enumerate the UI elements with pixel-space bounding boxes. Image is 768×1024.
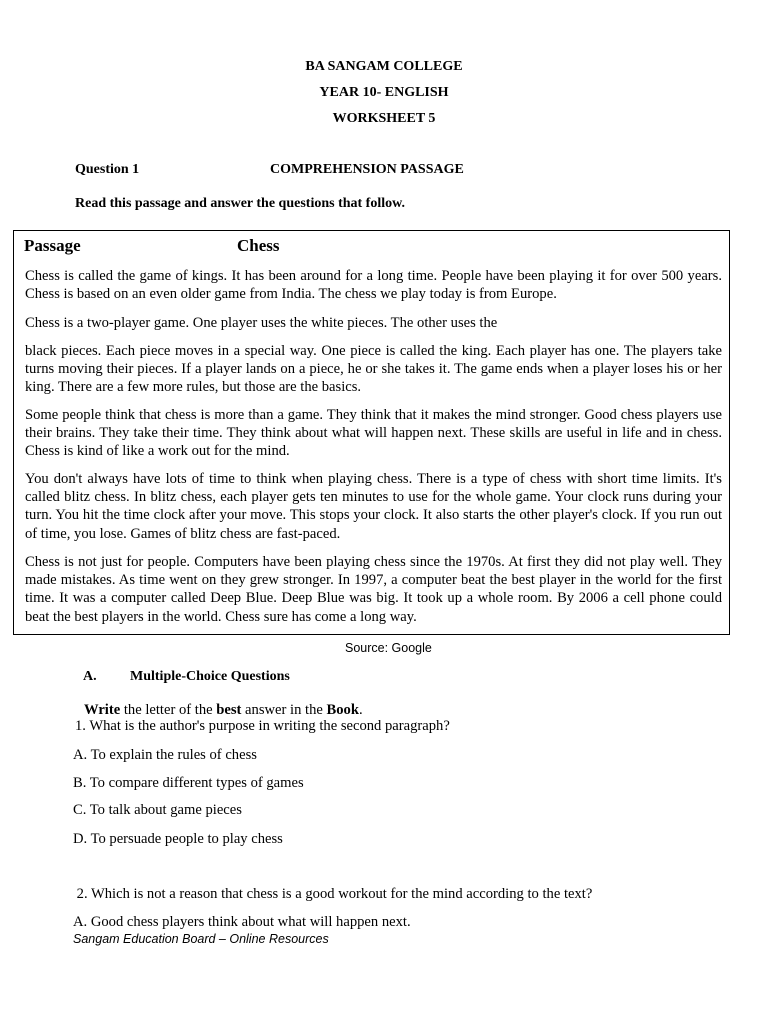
instruction-text-2: answer in the [241,702,327,718]
instruction-write: Write [84,702,121,718]
question1-title: COMPREHENSION PASSAGE [270,162,464,177]
passage-paragraph-3: black pieces. Each piece moves in a special way. One piece is called the king. Each player has one. The players take turns moving their pieces. If a player lands on a piece, he or she takes it. The game ends when a player loses his or her king. There are a few more rules, but those are the basics. [25,343,722,396]
passage-label: Passage [24,236,81,255]
section-a-letter: A. [83,669,97,684]
worksheet-title: WORKSHEET 5 [332,111,436,126]
year-subject: YEAR 10- ENGLISH [319,85,449,100]
college-name: BA SANGAM COLLEGE [305,59,463,74]
instruction-text-3: . [358,702,363,718]
question-1-option-b: B. To compare different types of games [73,775,304,791]
passage-heading [24,236,280,256]
passage-paragraph-4: Some people think that chess is more than a game. They think that it makes the mind stronger. Good chess players use their brains. They take their time. They think about what will happen next. These skills are useful in life and in chess. Chess is kind of like a work out for the mind. [25,407,722,460]
passage-box [13,230,730,635]
source-note: Source: Google [345,641,432,655]
section-a-instruction [84,702,363,719]
question-2-option-a: A. Good chess players think about what will happen next. [73,914,411,930]
passage-paragraph-1: Chess is called the game of kings. It has been around for a long time. People have been playing it for over 500 years. Chess is based on an even older game from India. The chess we play today is from Europe. [25,268,722,303]
passage-title: Chess [237,236,280,255]
passage-paragraph-2: Chess is a two-player game. One player uses the white pieces. The other uses the [25,315,498,331]
instruction-book: Book [326,702,359,718]
instruction-best: best [216,702,242,718]
question-1-option-d: D. To persuade people to play chess [73,831,283,847]
section-a-title: Multiple-Choice Questions [130,669,290,684]
question1-instruction: Read this passage and answer the questions that follow. [75,196,405,211]
question1-label: Question 1 [75,162,140,177]
passage-paragraph-5: You don't always have lots of time to think when playing chess. There is a type of chess with short time limits. It's called blitz chess. In blitz chess, each player gets ten minutes to use for the whole game. Your clock runs during your turn. You hit the time clock after your move. This stops your clock. It also starts the other player's clock. If you run out of time, you lose. Games of blitz chess are fast-paced. [25,471,722,542]
question-1-text: 1. What is the author's purpose in writing the second paragraph? [75,718,450,734]
question-1-option-a: A. To explain the rules of chess [73,747,257,763]
question-1-option-c: C. To talk about game pieces [73,802,242,818]
passage-paragraph-6: Chess is not just for people. Computers have been playing chess since the 1970s. At first they did not play well. They made mistakes. As time went on they grew stronger. In 1997, a computer beat the best player in the world for the first time. It was a computer called Deep Blue. Deep Blue was big. It took up a whole room. By 2006 a cell phone could beat the best players in the world. Chess sure has come a long way. [25,554,722,625]
page-footer: Sangam Education Board – Online Resources [73,932,329,946]
instruction-text-1: the letter of the [120,702,217,718]
question-2-text: 2. Which is not a reason that chess is a good workout for the mind according to the text? [73,886,593,902]
